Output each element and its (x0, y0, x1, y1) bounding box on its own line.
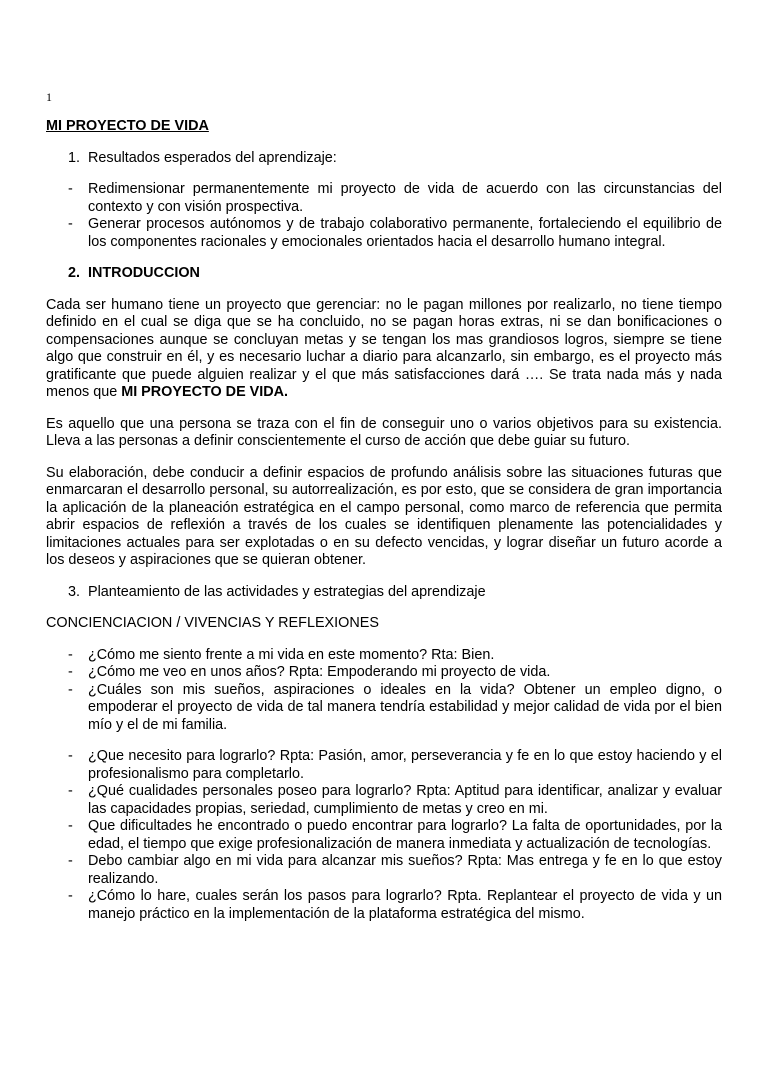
list-item-text: Redimensionar permanentemente mi proyecto de vida de acuerdo con las circunstancias del contexto y con visión prospectiva. (88, 181, 722, 215)
dash-bullet: - (68, 181, 73, 197)
expected-results-list (46, 181, 722, 251)
list-item-text: Debo cambiar algo en mi vida para alcanzar mis sueños? Rpta: Mas entrega y fe en lo que estoy realizando. (88, 853, 722, 887)
section-2-number: 2. (68, 265, 81, 281)
section-1-number: 1. (68, 149, 81, 166)
section-1-heading (68, 150, 722, 168)
document-page (46, 90, 722, 937)
list-item (68, 181, 722, 216)
dash-bullet: - (68, 888, 73, 904)
list-item-text: ¿Cómo lo hare, cuales serán los pasos para lograrlo? Rpta. Replantear el proyecto de vida y un manejo práctico en la implementación de la plataforma estratégica del mismo. (88, 888, 722, 922)
section-3-title: Planteamiento de las actividades y estrategias del aprendizaje (88, 583, 486, 600)
list-item-text: Generar procesos autónomos y de trabajo colaborativo permanente, fortaleciendo el equilibrio de los componentes racionales y emocionales orientados hacia el desarrollo humano integral. (88, 216, 722, 250)
list-item (68, 783, 722, 818)
intro-paragraph-3: Su elaboración, debe conducir a definir espacios de profundo análisis sobre las situaciones futuras que enmarcaran el desarrollo personal, su autorrealización, es por esto, que se considera de gran importancia la aplicación de la planeación estratégica en el campo personal, como marco de referencia que permita abrir espacios de reflexión a través de los cuales se identifiquen plenamente las potencialidades y limitaciones actuales para ser explotadas o en su defecto vencidas, y lograr diseñar un futuro acorde a los deseos y aspiraciones que se quieran obtener. (46, 464, 722, 568)
concienciacion-heading: CONCIENCIACION / VIVENCIAS Y REFLEXIONES (46, 615, 379, 631)
dash-bullet: - (68, 216, 73, 232)
list-item (68, 888, 722, 923)
list-item-text: Que dificultades he encontrado o puedo encontrar para lograrlo? La falta de oportunidades, por la edad, el tiempo que exige profesionalización de manera inmediata y actualización de tecnologías. (88, 818, 722, 852)
intro-paragraph-1 (46, 297, 722, 402)
list-item (68, 664, 722, 682)
reflection-list-2 (46, 748, 722, 923)
list-item (68, 853, 722, 888)
dash-bullet: - (68, 748, 73, 764)
section-3-number: 3. (68, 583, 81, 600)
list-item-text: ¿Cómo me veo en unos años? Rpta: Empoderando mi proyecto de vida. (88, 664, 551, 680)
section-3-heading (68, 584, 722, 602)
list-item (68, 647, 722, 665)
list-item-text: ¿Cuáles son mis sueños, aspiraciones o ideales en la vida? Obtener un empleo digno, o empoderar el proyecto de vida de tal manera tendría estabilidad y mejor calidad de vida por el bien mío y el de mi familia. (88, 681, 722, 733)
list-item (68, 748, 722, 783)
dash-bullet: - (68, 818, 73, 834)
intro-paragraph-1-emphasis: MI PROYECTO DE VIDA. (121, 384, 289, 400)
section-2-heading (68, 265, 722, 283)
dash-bullet: - (68, 853, 73, 869)
section-1-title: Resultados esperados del aprendizaje: (88, 149, 337, 166)
intro-paragraph-2: Es aquello que una persona se traza con el fin de conseguir uno o varios objetivos para su existencia. Lleva a las personas a definir conscientemente el curso de acción que debe guiar su futuro. (46, 415, 722, 449)
list-item-text: ¿Qué cualidades personales poseo para lograrlo? Rpta: Aptitud para identificar, analizar y evaluar las capacidades propias, seriedad, cumplimiento de metas y creo en mi. (88, 783, 722, 817)
document-title: MI PROYECTO DE VIDA (46, 118, 209, 134)
dash-bullet: - (68, 681, 73, 698)
dash-bullet: - (68, 783, 73, 799)
dash-bullet: - (68, 664, 73, 680)
dash-bullet: - (68, 646, 73, 663)
list-item-text: ¿Cómo me siento frente a mi vida en este momento? Rta: Bien. (88, 646, 495, 663)
reflection-list-1 (46, 647, 722, 735)
list-item-text: ¿Que necesito para lograrlo? Rpta: Pasión, amor, perseverancia y fe en lo que estoy haciendo y el profesionalismo para completarlo. (88, 748, 722, 782)
section-2-title: INTRODUCCION (88, 265, 200, 281)
list-item (68, 818, 722, 853)
list-item (68, 216, 722, 251)
page-number: 1 (46, 90, 52, 104)
list-item (68, 682, 722, 735)
intro-paragraph-1-text: Cada ser humano tiene un proyecto que gerenciar: no le pagan millones por realizarlo, no tiene tiempo definido en el cual se diga que se ha concluido, no se pagan horas extras, ni se dan bonificaciones o compensaciones aunque se concluyan metas y se tengan los mas grandiosos logros, siempre se tiene algo que construir en él, y es necesario luchar a diario para alcanzarlo, sin embargo, es el proyecto más gratificante que puede alguien realizar y el que más satisfacciones dará …. Se trata nada más y nada menos que (46, 296, 722, 400)
